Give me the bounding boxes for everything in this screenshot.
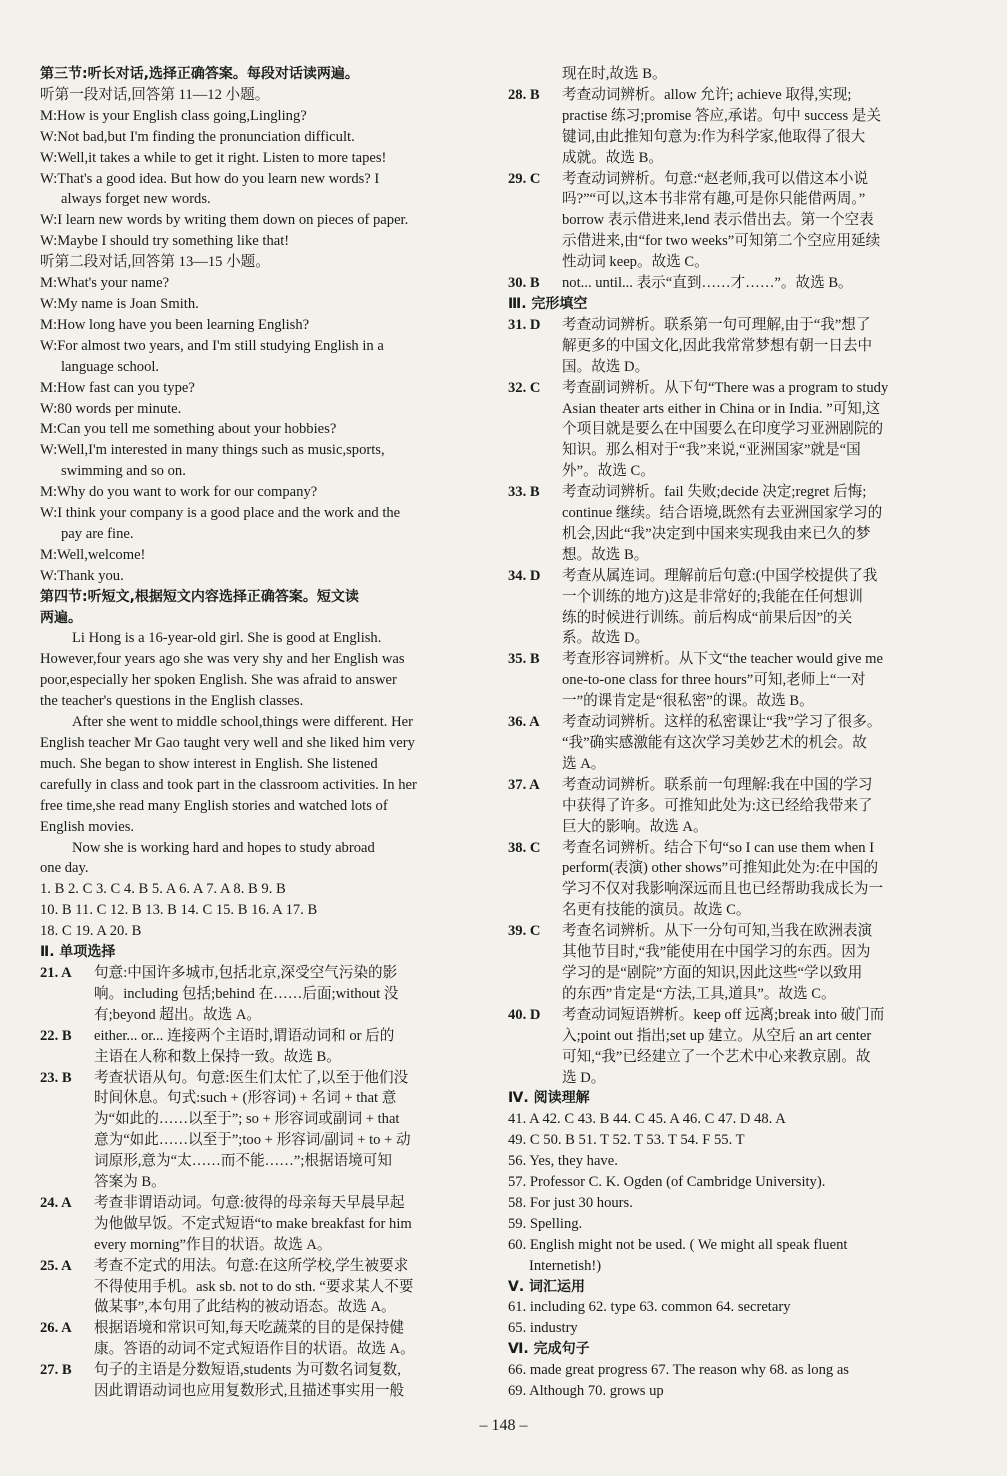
- section-heading: Ⅲ. 完形填空: [508, 295, 588, 312]
- text-line: 57. Professor C. K. Ogden (of Cambridge University).: [508, 1174, 826, 1191]
- answer-number: 40. D: [508, 1006, 541, 1023]
- answer-number: 21. A: [40, 964, 72, 981]
- answer-explanation: [94, 963, 460, 1026]
- text-line: 69. Although 70. grows up: [508, 1383, 664, 1400]
- explanation-line: 知识。那么相对于“我”来说,“亚洲国家”就是“国: [562, 442, 861, 459]
- answer-explanation: [562, 315, 928, 378]
- answer-explanation: [94, 1256, 460, 1319]
- explanation-line: Asian theater arts either in China or in India. ”可知,这: [562, 400, 881, 417]
- explanation-line: 成就。故选 B。: [562, 149, 663, 166]
- explanation-line: not... until... 表示“直到……才……”。故选 B。: [562, 275, 853, 292]
- text-line: 65. industry: [508, 1320, 578, 1337]
- explanation-line: 为他做早饭。不定式短语“to make breakfast for him: [94, 1215, 412, 1232]
- answer-number: 33. B: [508, 484, 540, 501]
- explanation-line: 考查名词辨析。从下一分句可知,当我在欧洲表演: [562, 923, 873, 940]
- answer-explanation: [562, 921, 928, 1005]
- text-line: 59. Spelling.: [508, 1215, 583, 1232]
- explanation-line: practise 练习;promise 答应,承诺。句中 success 是关: [562, 107, 881, 124]
- answer-item: [40, 1068, 460, 1193]
- answer-explanation: [562, 85, 928, 169]
- right-column: [508, 64, 928, 1402]
- explanation-line: 答案为 B。: [94, 1174, 166, 1191]
- text-line: pay are fine.: [61, 525, 134, 542]
- section-heading: Ⅴ. 词汇运用: [508, 1278, 586, 1295]
- text-line: M:How long have you been learning English?: [40, 316, 310, 333]
- text-line: poor,especially her spoken English. She was afraid to answer: [40, 672, 397, 689]
- explanation-line: 一”的课肯定是“很私密”的课。故选 B。: [562, 693, 814, 710]
- answer-number: 36. A: [508, 714, 540, 731]
- answer-item: [508, 169, 928, 274]
- explanation-line: 一个训练的地方)这是非常好的;我能在任何想训: [562, 588, 863, 605]
- explanation-line: 考查形容词辨析。从下文“the teacher would give me: [562, 651, 883, 668]
- text-line: W:My name is Joan Smith.: [40, 295, 199, 312]
- explanation-line: continue 继续。结合语境,既然有去亚洲国家学习的: [562, 505, 883, 522]
- answer-number: 22. B: [40, 1027, 72, 1044]
- text-line: 66. made great progress 67. The reason why 68. as long as: [508, 1362, 849, 1379]
- explanation-line: 响。including 包括;behind 在……后面;without 没: [94, 985, 399, 1002]
- answer-item: [508, 482, 928, 566]
- left-column: [40, 64, 460, 1402]
- answer-row: 18. C 19. A 20. B: [40, 923, 142, 940]
- explanation-line: 根据语境和常识可知,每天吃蔬菜的目的是保持健: [94, 1320, 405, 1337]
- answer-number: 26. A: [40, 1320, 72, 1337]
- explanation-line: 句意:中国许多城市,包括北京,深受空气污染的影: [94, 964, 398, 981]
- answer-explanation: [562, 566, 928, 650]
- text-line: W:I think your company is a good place and the work and the: [40, 505, 401, 522]
- answer-explanation: [562, 1005, 928, 1089]
- answer-explanation: [562, 273, 928, 294]
- explanation-line: 考查动词辨析。句意:“赵老师,我可以借这本小说: [562, 170, 869, 187]
- answer-item: [40, 1256, 460, 1319]
- answer-explanation: [562, 649, 928, 712]
- explanation-line: 考查非谓语动词。句意:彼得的母亲每天早晨早起: [94, 1194, 405, 1211]
- answer-item: [508, 566, 928, 650]
- explanation-line: 考查动词辨析。allow 允许; achieve 取得,实现;: [562, 86, 852, 103]
- explanation-line: 考查动词辨析。fail 失败;decide 决定;regret 后悔;: [562, 484, 867, 501]
- answer-explanation: [94, 1026, 460, 1068]
- explanation-line: 考查动词辨析。这样的私密课让“我”学习了很多。: [562, 714, 882, 731]
- answer-item: [508, 649, 928, 712]
- text-line: W:I learn new words by writing them down on pieces of paper.: [40, 212, 409, 229]
- text-line: always forget new words.: [61, 191, 211, 208]
- answer-item: [508, 85, 928, 169]
- text-line: Now she is working hard and hopes to study abroad: [72, 839, 375, 856]
- explanation-line: 名更有技能的演员。故选 C。: [562, 902, 751, 919]
- explanation-line: 的东西”肯定是“方法,工具,道具”。故选 C。: [562, 985, 836, 1002]
- answer-explanation: [94, 1318, 460, 1360]
- explanation-line: 巨大的影响。故选 A。: [562, 818, 708, 835]
- explanation-line: 意为“如此……以至于”;too + 形容词/副词 + to + 动: [94, 1132, 411, 1149]
- explanation-line: 解更多的中国文化,因此我常常梦想有朝一日去中: [562, 337, 873, 354]
- text-line: one day.: [40, 860, 89, 877]
- answer-number: 30. B: [508, 275, 540, 292]
- text-line: Li Hong is a 16-year-old girl. She is good at English.: [72, 630, 382, 647]
- explanation-line: 考查从属连词。理解前后句意:(中国学校提供了我: [562, 567, 878, 584]
- text-line: W:Not bad,but I'm finding the pronunciation difficult.: [40, 128, 355, 145]
- text-line: the teacher's questions in the English classes.: [40, 693, 304, 710]
- explanation-line: 入;point out 指出;set up 建立。从空后 an art center: [562, 1027, 872, 1044]
- answer-explanation: [562, 169, 928, 274]
- answer-item: [508, 273, 928, 294]
- text-line: 听第一段对话,回答第 11—12 小题。: [40, 86, 270, 103]
- answer-row: 10. B 11. C 12. B 13. B 14. C 15. B 16. A 17. B: [40, 902, 318, 919]
- explanation-line: 时间休息。句式:such + (形容词) + 名词 + that 意: [94, 1090, 397, 1107]
- answer-row: 41. A 42. C 43. B 44. C 45. A 46. C 47. D 48. A: [508, 1111, 786, 1128]
- answer-item: [40, 1360, 460, 1402]
- explanation-line: 有;beyond 超出。故选 A。: [94, 1006, 262, 1023]
- answer-item: [508, 921, 928, 1005]
- explanation-line: 想。故选 B。: [562, 546, 649, 563]
- explanation-line: perform(表演) other shows”可推知此处为:在中国的: [562, 860, 879, 877]
- text-line: 58. For just 30 hours.: [508, 1194, 633, 1211]
- explanation-line: 考查副词辨析。从下句“There was a program to study: [562, 379, 889, 396]
- text-line: M:Why do you want to work for our company?: [40, 484, 318, 501]
- text-line: carefully in class and took part in the classroom activities. In her: [40, 776, 417, 793]
- text-line: W:Maybe I should try something like that!: [40, 233, 290, 250]
- explanation-line: 可知,“我”已经建立了一个艺术中心来教京剧。故: [562, 1048, 871, 1065]
- answer-item: [40, 1193, 460, 1256]
- answer-item: [508, 315, 928, 378]
- text-line: M:How is your English class going,Lingling?: [40, 107, 307, 124]
- text-line: However,four years ago she was very shy and her English was: [40, 651, 405, 668]
- answer-number: 25. A: [40, 1257, 72, 1274]
- explanation-line: every morning”作目的状语。故选 A。: [94, 1236, 332, 1253]
- explanation-line: 机会,因此“我”决定到中国来实现我由来已久的梦: [562, 525, 871, 542]
- explanation-line: 词原形,意为“太……而不能……”;根据语境可知: [94, 1153, 392, 1170]
- explanation-line: 中获得了许多。可推知此处为:这已经给我带来了: [562, 797, 873, 814]
- answer-explanation: [94, 1068, 460, 1193]
- text-line: W:Thank you.: [40, 567, 124, 584]
- explanation-line: borrow 表示借进来,lend 表示借出去。第一个空表: [562, 212, 874, 229]
- answer-number: 29. C: [508, 170, 541, 187]
- continued-line: 现在时,故选 B。: [562, 66, 667, 82]
- answer-explanation: [94, 1193, 460, 1256]
- answer-explanation: [94, 1360, 460, 1402]
- answer-item: [508, 838, 928, 922]
- explanation-line: either... or... 连接两个主语时,谓语动词和 or 后的: [94, 1027, 395, 1044]
- answer-item: [508, 378, 928, 483]
- answer-number: 39. C: [508, 923, 541, 940]
- answer-number: 37. A: [508, 776, 540, 793]
- explanation-line: one-to-one class for three hours”可知,老师上“一对: [562, 672, 866, 689]
- answer-number: 23. B: [40, 1069, 72, 1086]
- section-heading: Ⅱ. 单项选择: [40, 944, 116, 961]
- text-line: 60. English might not be used. ( We might all speak fluent: [508, 1236, 848, 1253]
- text-line: English movies.: [40, 818, 135, 835]
- answer-item: [40, 1318, 460, 1360]
- answer-number: 27. B: [40, 1362, 72, 1379]
- explanation-line: 考查动词短语辨析。keep off 远离;break into 破门而: [562, 1006, 885, 1023]
- text-line: M:How fast can you type?: [40, 379, 195, 396]
- answer-explanation: [562, 378, 928, 483]
- explanation-line: 因此谓语动词也应用复数形式,且描述事实用一般: [94, 1383, 405, 1400]
- explanation-line: 个项目就是要么在中国要么在印度学习亚洲剧院的: [562, 421, 884, 438]
- text-line: language school.: [61, 358, 160, 375]
- section-heading: Ⅳ. 阅读理解: [508, 1090, 590, 1107]
- answer-number: 35. B: [508, 651, 540, 668]
- answer-item: [508, 1005, 928, 1089]
- answer-number: 34. D: [508, 567, 541, 584]
- explanation-line: 主语在人称和数上保持一致。故选 B。: [94, 1048, 341, 1065]
- explanation-line: 康。答语的动词不定式短语作目的状语。故选 A。: [94, 1341, 415, 1358]
- answer-number: 32. C: [508, 379, 541, 396]
- section-heading: 第四节:听短文,根据短文内容选择正确答案。短文读: [40, 588, 359, 605]
- explanation-line: 为“如此的……以至于”; so + 形容词或副词 + that: [94, 1111, 400, 1128]
- answer-number: 24. A: [40, 1194, 72, 1211]
- explanation-line: 键词,由此推知句意为:作为科学家,他取得了很大: [562, 128, 866, 145]
- text-line: free time,she read many English stories and watched lots of: [40, 797, 388, 814]
- explanation-line: 考查不定式的用法。句意:在这所学校,学生被要求: [94, 1257, 409, 1274]
- explanation-line: 性动词 keep。故选 C。: [562, 254, 709, 271]
- explanation-line: 学习的是“剧院”方面的知识,因此这些“学以致用: [562, 964, 863, 981]
- text-line: After she went to middle school,things were different. Her: [72, 714, 413, 731]
- text-line: W:For almost two years, and I'm still studying English in a: [40, 337, 384, 354]
- explanation-line: 选 D。: [562, 1069, 606, 1086]
- answer-explanation: [562, 775, 928, 838]
- text-line: M:Well,welcome!: [40, 546, 146, 563]
- section-heading: 第三节:听长对话,选择正确答案。每段对话读两遍。: [40, 66, 359, 82]
- answer-explanation: [562, 712, 928, 775]
- answer-number: 28. B: [508, 86, 540, 103]
- explanation-line: 吗?”“可以,这本书非常有趣,可是你只能借两周。”: [562, 191, 866, 208]
- text-line: W:Well,it takes a while to get it right. Listen to more tapes!: [40, 149, 387, 166]
- answer-row: 49. C 50. B 51. T 52. T 53. T 54. F 55. T: [508, 1132, 745, 1149]
- text-line: W:That's a good idea. But how do you learn new words? I: [40, 170, 380, 187]
- answer-number: 31. D: [508, 316, 541, 333]
- text-line: 61. including 62. type 63. common 64. secretary: [508, 1299, 791, 1316]
- text-line: English teacher Mr Gao taught very well and she liked him very: [40, 735, 415, 751]
- text-line: swimming and so on.: [61, 463, 186, 480]
- answer-explanation: [562, 838, 928, 922]
- answer-item: [40, 1026, 460, 1068]
- answer-item: [508, 775, 928, 838]
- text-line: Internetish!): [529, 1257, 602, 1274]
- explanation-line: 考查动词辨析。联系前一句理解:我在中国的学习: [562, 776, 873, 793]
- explanation-line: 考查动词辨析。联系第一句可理解,由于“我”想了: [562, 316, 871, 333]
- explanation-line: 学习不仅对我影响深远而且也已经帮助我成长为一: [562, 881, 884, 898]
- explanation-line: 做某事”,本句用了此结构的被动语态。故选 A。: [94, 1299, 396, 1316]
- answer-item: [40, 963, 460, 1026]
- explanation-line: 系。故选 D。: [562, 630, 650, 647]
- text-line: much. She began to show interest in English. She listened: [40, 755, 378, 772]
- section-heading: 两遍。: [40, 609, 82, 626]
- text-line: 56. Yes, they have.: [508, 1153, 618, 1170]
- explanation-line: 考查名词辨析。结合下句“so I can use them when I: [562, 839, 875, 856]
- explanation-line: 练的时候进行训练。前后构成“前果后因”的关: [562, 609, 853, 626]
- answer-item: [508, 712, 928, 775]
- text-line: W:80 words per minute.: [40, 400, 182, 417]
- text-line: 听第二段对话,回答第 13—15 小题。: [40, 254, 270, 271]
- text-line: M:Can you tell me something about your hobbies?: [40, 421, 337, 438]
- explanation-line: 选 A。: [562, 755, 606, 772]
- explanation-line: 考查状语从句。句意:医生们太忙了,以至于他们没: [94, 1069, 409, 1086]
- answer-number: 38. C: [508, 839, 541, 856]
- explanation-line: 国。故选 D。: [562, 358, 650, 375]
- explanation-line: 其他节目时,“我”能使用在中国学习的东西。因为: [562, 944, 871, 961]
- answer-row: 1. B 2. C 3. C 4. B 5. A 6. A 7. A 8. B 9. B: [40, 881, 286, 898]
- text-line: M:What's your name?: [40, 275, 170, 292]
- page-number: – 148 –: [479, 1417, 528, 1434]
- text-line: W:Well,I'm interested in many things such as music,sports,: [40, 442, 385, 459]
- answer-explanation: [562, 482, 928, 566]
- explanation-line: 句子的主语是分数短语,students 为可数名词复数,: [94, 1362, 401, 1379]
- explanation-line: 外”。故选 C。: [562, 463, 655, 480]
- explanation-line: 不得使用手机。ask sb. not to do sth. “要求某人不要: [94, 1278, 414, 1295]
- explanation-line: “我”确实感激能有这次学习美妙艺术的机会。故: [562, 735, 867, 751]
- section-heading: Ⅵ. 完成句子: [508, 1341, 590, 1358]
- explanation-line: 示借进来,由“for two weeks”可知第二个空应用延续: [562, 233, 881, 250]
